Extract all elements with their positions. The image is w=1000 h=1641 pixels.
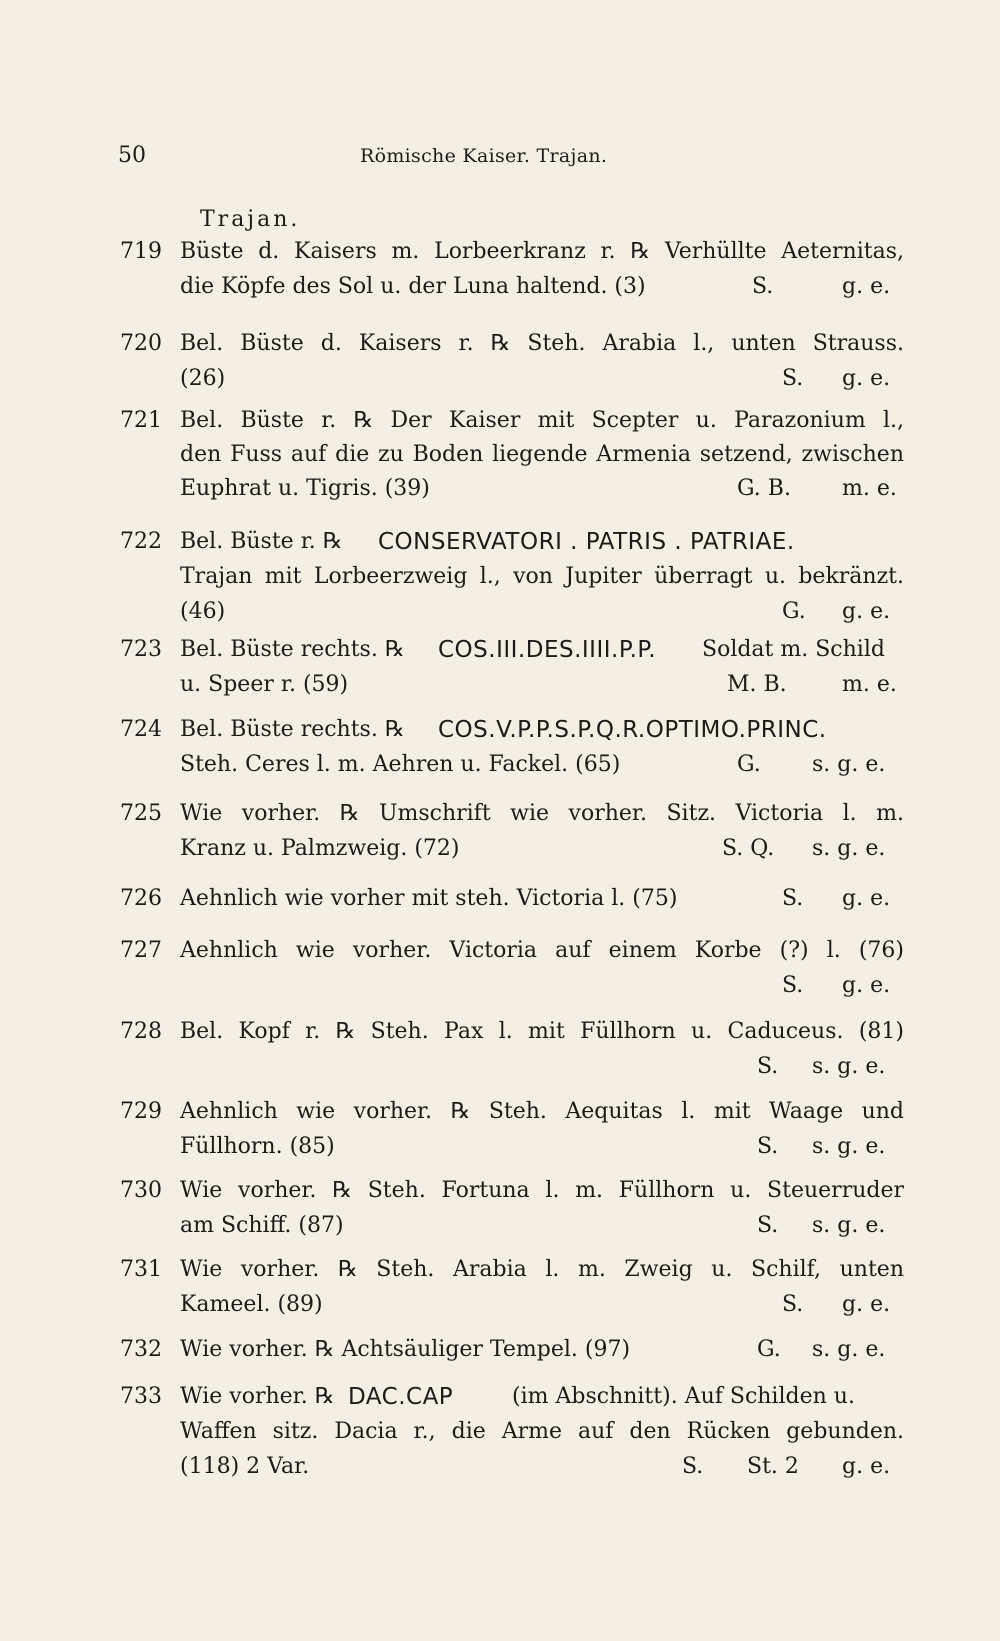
entry-metal: S. <box>757 1134 779 1159</box>
entry-line: Kameel. (89) <box>180 1292 323 1317</box>
entry-line: die Köpfe des Sol u. der Luna haltend. (3) <box>180 274 646 299</box>
entry-line: (26) <box>180 366 226 391</box>
entry-line: Wie vorher. ℞ Achtsäuliger Tempel. (97) <box>180 1337 631 1362</box>
entry-metal: S. <box>757 1054 779 1079</box>
entry-grade: s. g. e. <box>812 1054 886 1079</box>
entry-line: Büste d. Kaisers m. Lorbeerkranz r. ℞ Verhüllte Aeternitas, <box>180 239 904 264</box>
entry-line: Wie vorher. ℞ Umschrift wie vorher. Sitz. Victoria l. m. <box>180 801 904 826</box>
entry-grade: g. e. <box>842 1292 891 1317</box>
entry-metal: G. <box>757 1337 781 1362</box>
entry-line: Wie vorher. ℞ <box>180 1384 335 1409</box>
entry-number: 722 <box>120 529 162 554</box>
entry-metal: S. <box>782 886 804 911</box>
entry-metal: G. <box>782 599 806 624</box>
entry-metal: S. <box>752 274 774 299</box>
entry-grade: s. g. e. <box>812 1337 886 1362</box>
entry-line: Bel. Büste d. Kaisers r. ℞ Steh. Arabia l., unten Strauss. <box>180 331 904 356</box>
entry-grade: g. e. <box>842 274 891 299</box>
entry-number: 729 <box>120 1099 162 1124</box>
entry-number: 732 <box>120 1337 162 1362</box>
entry-metal: S. <box>782 1292 804 1317</box>
entry-grade: g. e. <box>842 366 891 391</box>
entry-number: 727 <box>120 938 162 963</box>
entry-line: den Fuss auf die zu Boden liegende Armenia setzend, zwischen <box>180 442 904 467</box>
entry-metal: S. <box>682 1454 704 1479</box>
entry-grade: g. e. <box>842 886 891 911</box>
entry-line: Bel. Büste r. ℞ Der Kaiser mit Scepter u. Parazonium l., <box>180 408 904 433</box>
entry-line: Wie vorher. ℞ Steh. Fortuna l. m. Füllhorn u. Steuerruder <box>180 1178 904 1203</box>
entry-line: u. Speer r. (59) <box>180 672 349 697</box>
entry-number: 730 <box>120 1178 162 1203</box>
entry-line: Bel. Büste rechts. ℞ <box>180 637 405 662</box>
section-title: Trajan. <box>200 207 301 232</box>
running-head: Römische Kaiser. Trajan. <box>360 145 608 167</box>
entry-line: Wie vorher. ℞ Steh. Arabia l. m. Zweig u. Schilf, unten <box>180 1257 904 1282</box>
entry-line: Soldat m. Schild <box>702 637 885 662</box>
entry-line: Bel. Büste rechts. ℞ <box>180 717 405 742</box>
page-header <box>0 143 1000 173</box>
entry-number: 733 <box>120 1384 162 1409</box>
entry-metal: M. B. <box>727 672 787 697</box>
page-number: 50 <box>118 143 146 168</box>
entry-line: Aehnlich wie vorher. Victoria auf einem Korbe (?) l. (76) <box>180 938 904 963</box>
entry-number: 731 <box>120 1257 162 1282</box>
entry-grade: m. e. <box>842 672 897 697</box>
entry-line: Waffen sitz. Dacia r., die Arme auf den Rücken gebunden. <box>180 1419 904 1444</box>
coin-legend: COS.III.DES.IIII.P.P. <box>438 637 657 663</box>
entry-number: 726 <box>120 886 162 911</box>
entry-number: 724 <box>120 717 162 742</box>
entry-number: 719 <box>120 239 162 264</box>
entry-metal: S. Q. <box>722 836 775 861</box>
coin-legend: DAC.CAP <box>348 1384 454 1410</box>
entry-grade: s. g. e. <box>812 1213 886 1238</box>
entry-grade: s. g. e. <box>812 836 886 861</box>
entry-line: am Schiff. (87) <box>180 1213 344 1238</box>
entry-grade: s. g. e. <box>812 1134 886 1159</box>
entry-line: (46) <box>180 599 226 624</box>
entry-grade: g. e. <box>842 599 891 624</box>
entry-line: Bel. Büste r. ℞ <box>180 529 343 554</box>
entry-metal: S. <box>782 973 804 998</box>
coin-legend: CONSERVATORI . PATRIS . PATRIAE. <box>378 529 795 555</box>
entry-number: 720 <box>120 331 162 356</box>
entry-line: (118) 2 Var. <box>180 1454 310 1479</box>
entry-number: 725 <box>120 801 162 826</box>
entry-line: Bel. Kopf r. ℞ Steh. Pax l. mit Füllhorn u. Caduceus. (81) <box>180 1019 904 1044</box>
entry-line: Aehnlich wie vorher mit steh. Victoria l. (75) <box>180 886 678 911</box>
entry-line: Trajan mit Lorbeerzweig l., von Jupiter überragt u. bekränzt. <box>180 564 904 589</box>
entry-metal: S. <box>757 1213 779 1238</box>
coin-legend: COS.V.P.P.S.P.Q.R.OPTIMO.PRINC. <box>438 717 827 743</box>
entry-grade: s. g. e. <box>812 752 886 777</box>
entry-line: Kranz u. Palmzweig. (72) <box>180 836 460 861</box>
entry-metal: S. <box>782 366 804 391</box>
entry-grade: g. e. <box>842 973 891 998</box>
entry-line: Aehnlich wie vorher. ℞ Steh. Aequitas l. mit Waage und <box>180 1099 904 1124</box>
entry-metal: G. <box>737 752 761 777</box>
entry-count: St. 2 <box>747 1454 799 1479</box>
entry-line: (im Abschnitt). Auf Schilden u. <box>512 1384 855 1409</box>
entry-number: 723 <box>120 637 162 662</box>
entry-number: 728 <box>120 1019 162 1044</box>
entry-metal: G. B. <box>737 476 791 501</box>
entry-number: 721 <box>120 408 162 433</box>
entry-line: Euphrat u. Tigris. (39) <box>180 476 430 501</box>
entry-grade: m. e. <box>842 476 897 501</box>
entry-grade: g. e. <box>842 1454 891 1479</box>
entry-line: Steh. Ceres l. m. Aehren u. Fackel. (65) <box>180 752 621 777</box>
entry-line: Füllhorn. (85) <box>180 1134 335 1159</box>
